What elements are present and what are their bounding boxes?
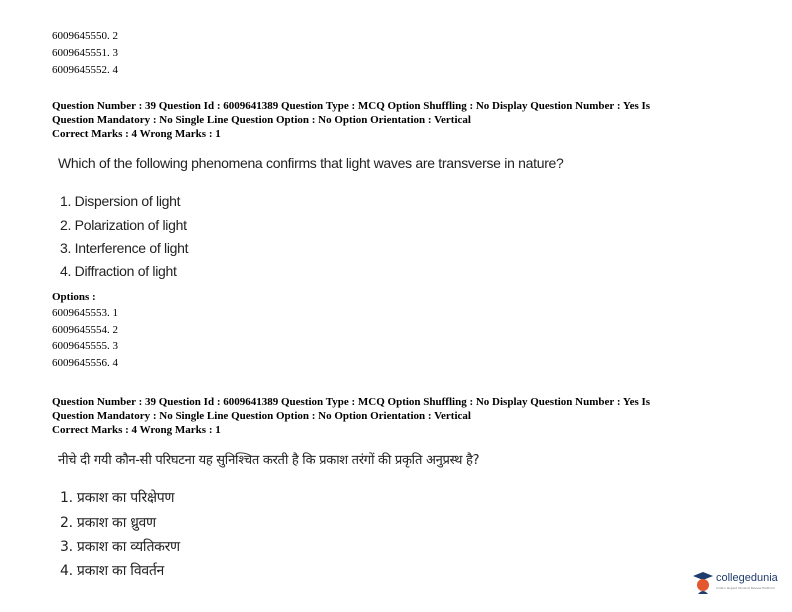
question-meta-line2: Question Mandatory : No Single Line Question Option : No Option Orientation : Vertical <box>52 410 471 422</box>
option-id-row: 6009645556. 4 <box>52 357 118 369</box>
answer-choice: 1. प्रकाश का परिक्षेपण <box>60 490 175 506</box>
question-meta-line2: Question Mandatory : No Single Line Question Option : No Option Orientation : Vertical <box>52 114 471 126</box>
option-id-row: 6009645553. 1 <box>52 307 118 319</box>
answer-choice: 1. Dispersion of light <box>60 193 181 209</box>
options-label: Options : <box>52 291 96 303</box>
option-id-row: 6009645550. 2 <box>52 30 118 42</box>
collegedunia-logo <box>692 570 784 598</box>
answer-choice: 3. Interference of light <box>60 240 189 256</box>
question-meta <box>52 395 742 437</box>
answer-choice: 4. प्रकाश का विवर्तन <box>60 563 164 579</box>
option-id-row: 6009645551. 3 <box>52 47 118 59</box>
answer-choice: 2. प्रकाश का ध्रुवण <box>60 515 156 531</box>
question-marks: Correct Marks : 4 Wrong Marks : 1 <box>52 128 221 140</box>
option-id-row: 6009645555. 3 <box>52 340 118 352</box>
question-text: नीचे दी गयी कौन-सी परिघटना यह सुनिश्चित करती है कि प्रकाश तरंगों की प्रकृति अनुप्रस्थ है? <box>58 453 480 468</box>
question-meta-line1: Question Number : 39 Question Id : 6009641389 Question Type : MCQ Option Shuffling : No Display Question Number : Yes Is <box>52 100 651 112</box>
answer-choice: 2. Polarization of light <box>60 217 187 233</box>
question-meta <box>52 99 742 141</box>
question-meta-line1: Question Number : 39 Question Id : 6009641389 Question Type : MCQ Option Shuffling : No Display Question Number : Yes Is <box>52 396 651 408</box>
option-id-row: 6009645554. 2 <box>52 324 118 336</box>
option-id-row: 6009645552. 4 <box>52 64 118 76</box>
question-text: Which of the following phenomena confirms that light waves are transverse in nature? <box>58 155 564 171</box>
answer-choice: 3. प्रकाश का व्यतिकरण <box>60 539 180 555</box>
answer-choice: 4. Diffraction of light <box>60 263 177 279</box>
logo-name: collegedunia <box>716 572 778 584</box>
graduate-icon <box>692 570 714 596</box>
logo-tagline: India's largest Student Review Platform <box>716 586 776 590</box>
question-marks: Correct Marks : 4 Wrong Marks : 1 <box>52 424 221 436</box>
